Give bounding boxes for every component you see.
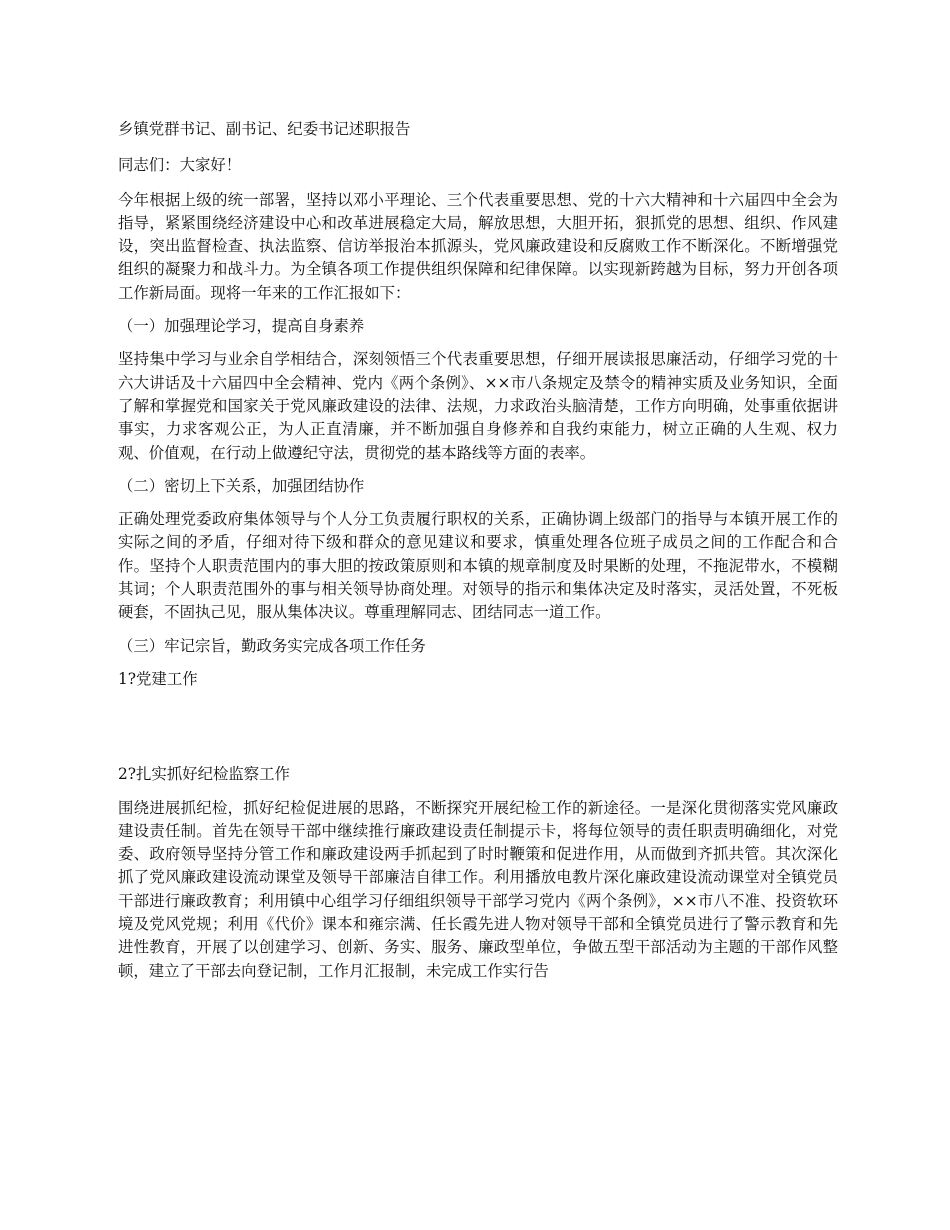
blank-gap [118, 701, 838, 763]
item-1-heading: 1?党建工作 [118, 669, 198, 688]
section-1-paragraph: 坚持集中学习与业余自学相结合，深刻领悟三个代表重要思想，仔细开展读报思廉活动，仔细学习党的十六大讲话及十六届四中全会精神、党内《两个条例》、××市八条规定及禁令的精神实质及业务知识，全面了解和掌握党和国家关于党风廉政建设的法律、法规，力求政治头脑清楚，工作方向明确，处事重依据讲事实，力求客观公正，为人正直清廉，并不断加强自身修养和自我约束能力，树立正确的人生观、权力观、价值观，在行动上做遵纪守法，贯彻党的基本路线等方面的表率。 [118, 350, 838, 462]
document-title: 乡镇党群书记、副书记、纪委书记述职报告 [118, 120, 411, 138]
intro-paragraph: 今年根据上级的统一部署，坚持以邓小平理论、三个代表重要思想、党的十六大精神和十六届四中全会为指导，紧紧围绕经济建设中心和改革进展稳定大局，解放思想，大胆开拓，狠抓党的思想、组织、作风建设，突出监督检查、执法监察、信访举报治本抓源头，党风廉政建设和反腐败工作不断深化。不断增强党组织的凝聚力和战斗力。为全镇各项工作提供组织保障和纪律保障。以实现新跨越为目标，努力开创各项工作新局面。现将一年来的工作汇报如下： [118, 190, 838, 302]
section-2-paragraph: 正确处理党委政府集体领导与个人分工负责履行职权的关系，正确协调上级部门的指导与本镇开展工作的实际之间的矛盾，仔细对待下级和群众的意见建议和要求，慎重处理各位班子成员之间的工作配合和合作。坚持个人职责范围内的事大胆的按政策原则和本镇的规章制度及时果断的处理，不拖泥带水，不模糊其词；个人职责范围外的事与相关领导协商处理。对领导的指示和集体决定及时落实，灵活处置，不死板硬套，不固执己见，服从集体决议。尊重理解同志、团结同志一道工作。 [118, 510, 838, 622]
item-2-paragraph: 围绕进展抓纪检，抓好纪检促进展的思路，不断探究开展纪检工作的新途径。一是深化贯彻落实党风廉政建设责任制。首先在领导干部中继续推行廉政建设责任制提示卡，将每位领导的责任职责明确细化，对党委、政府领导坚持分管工作和廉政建设两手抓起到了时时鞭策和促进作用，从而做到齐抓共管。其次深化抓了党风廉政建设流动课堂及领导干部廉洁自律工作。利用播放电教片深化廉政建设流动课堂对全镇党员干部进行廉政教育；利用镇中心组学习仔细组织领导干部学习党内《两个条例》，××市八不准、投资软环境及党风党规；利用《代价》课本和雍宗满、任长霞先进人物对领导干部和全镇党员进行了警示教育和先进性教育，开展了以创建学习、创新、务实、服务、廉政型单位，争做五型干部活动为主题的干部作风整顿，建立了干部去向登记制，工作月汇报制，未完成工作实行告 [118, 798, 838, 980]
greeting: 同志们：大家好！ [118, 156, 242, 175]
section-3-heading: （三）牢记宗旨，勤政务实完成各项工作任务 [118, 636, 426, 655]
document-page [118, 118, 838, 993]
section-2-heading: （二）密切上下关系，加强团结协作 [118, 476, 365, 495]
item-2-heading: 2?扎实抓好纪检监察工作 [118, 765, 290, 784]
section-1-heading: （一）加强理论学习，提高自身素养 [118, 317, 365, 336]
